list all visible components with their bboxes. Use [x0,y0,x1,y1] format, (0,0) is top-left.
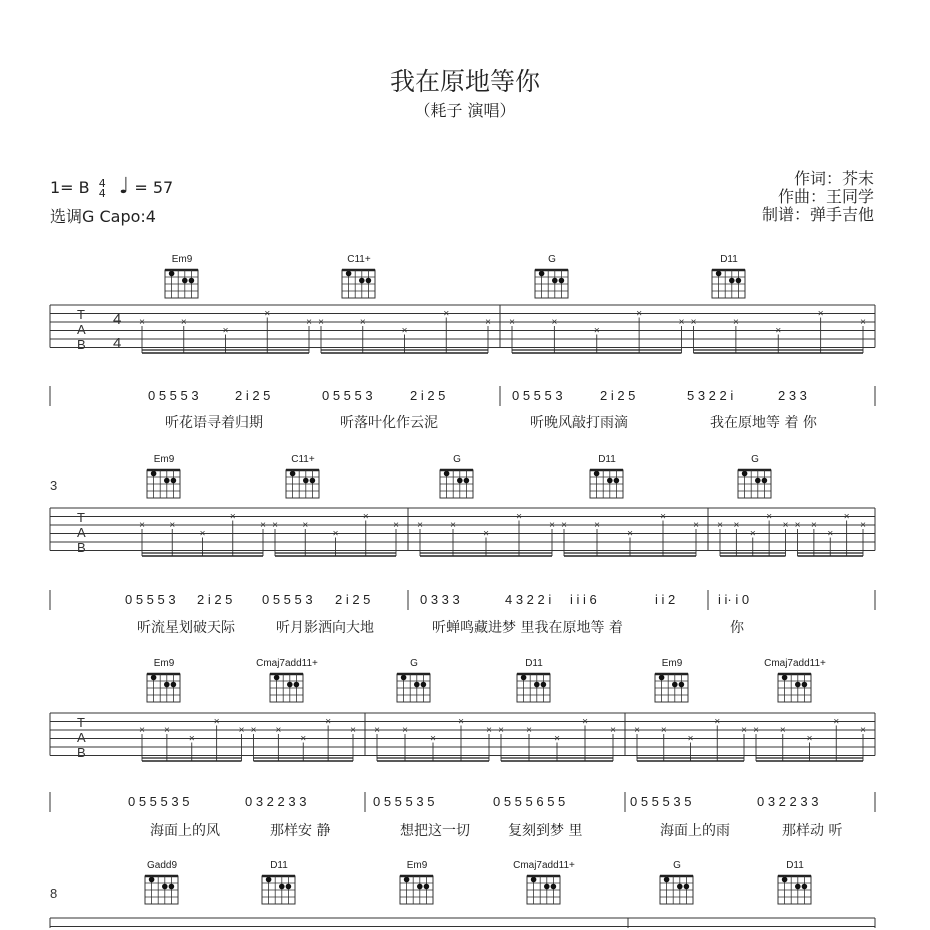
tab-note-mark: × [660,725,667,736]
tab-note-mark: × [417,520,423,531]
chord-name: G [410,658,418,669]
tab-note-mark: × [551,317,558,328]
lyric-line: 那样安 静 [270,823,331,839]
tab-time-signature: 4 [113,311,122,328]
chord-finger-dot [551,884,557,890]
lyric-line: 我在原地等 着 你 [710,415,817,431]
lyric-line: 听月影洒向大地 [276,620,374,636]
chord-finger-dot [684,884,690,890]
tab-note-mark: × [402,725,408,736]
chord-finger-dot [266,877,272,883]
chord-finger-dot [287,682,293,688]
tab-clef-letter: T [77,715,85,730]
jianpu-notation: 0 3 2 2 3 3 [245,794,307,809]
tab-clef-letter: B [77,337,86,352]
chord-finger-dot [539,271,545,277]
tab-note-mark: × [561,520,567,531]
tab-note-mark: × [222,325,229,337]
tab-note-mark: × [238,725,245,736]
chord-finger-dot [464,478,470,484]
chord-finger-dot [274,675,280,681]
tab-note-mark: × [526,725,532,736]
tab-note-mark: × [509,317,515,328]
tab-note-mark: × [272,520,278,531]
chord-finger-dot [310,478,316,484]
tab-note-mark: × [302,520,309,531]
chord-finger-dot [444,471,450,477]
tab-note-mark: × [498,725,504,736]
chord-finger-dot [802,682,808,688]
chord-finger-dot [303,478,309,484]
chord-finger-dot [729,278,735,284]
jianpu-notation: 2 i 2 5 [600,388,636,403]
composer-label: 作曲：王同学 [777,187,874,206]
jianpu-notation: i i i 6 [570,592,597,607]
tab-note-mark: × [610,725,616,736]
chord-finger-dot [417,884,423,890]
chord-finger-dot [782,675,788,681]
tab-note-mark: × [690,317,697,328]
tab-note-mark: × [229,511,236,523]
jianpu-notation: 2 i 2 5 [335,592,371,607]
tab-note-mark: × [188,733,195,745]
tab-note-mark: × [749,528,756,540]
chord-finger-dot [614,478,620,484]
tab-note-mark: × [779,725,786,736]
chord-finger-dot [795,884,801,890]
tab-clef-letter: B [77,745,86,760]
lyric-line: 复刻到梦 里 [508,823,583,839]
chord-finger-dot [421,682,427,688]
chord-name: G [751,454,759,465]
tab-note-mark: × [810,520,817,531]
chord-name: D11 [720,254,738,265]
time-numerator: 4 [98,176,106,190]
chord-finger-dot [544,884,550,890]
chord-finger-dot [457,478,463,484]
chord-name: Cmaj7add11+ [256,658,318,669]
chord-name: G [453,454,461,465]
chord-finger-dot [594,471,600,477]
chord-name: Cmaj7add11+ [513,860,575,871]
jianpu-notation: 4 3 2 2 i [505,592,552,607]
jianpu-notation: 2 i 2 5 [197,592,233,607]
chord-name: D11 [598,454,616,465]
tab-note-mark: × [393,520,399,531]
chord-name: G [548,254,556,265]
chord-name: Em9 [406,860,428,871]
tab-note-mark: × [827,528,834,540]
tab-note-mark: × [733,520,740,531]
tab-note-mark: × [806,733,813,745]
chord-finger-dot [677,884,683,890]
jianpu-notation: 0 5 5 5 3 [512,388,563,403]
lyric-line: 那样动 听 [782,823,843,839]
chord-finger-dot [171,682,177,688]
chord-finger-dot [607,478,613,484]
chord-finger-dot [149,877,155,883]
chord-finger-dot [182,278,188,284]
jianpu-notation: 0 5 5 5 3 5 [630,794,692,809]
jianpu-notation: 0 5 5 5 3 [262,592,313,607]
chord-finger-dot [755,478,761,484]
tab-note-mark: × [817,308,824,320]
tab-clef-letter: A [77,322,86,337]
chord-finger-dot [294,682,300,688]
chord-name: Em9 [153,454,175,465]
tab-note-mark: × [332,528,339,540]
jianpu-notation: 0 3 3 3 [420,592,460,607]
chord-finger-dot [802,884,808,890]
tab-clef-letter: T [77,510,85,525]
capo-label: 选调G Capo:4 [50,207,156,226]
chord-finger-dot [762,478,768,484]
chord-name: Em9 [171,254,193,265]
tab-note-mark: × [300,733,307,745]
chord-name: Cmaj7add11+ [764,658,826,669]
tab-note-mark: × [430,733,436,745]
chord-name: D11 [786,860,804,871]
chord-name: C11+ [291,454,315,465]
lyric-line: 听花语寻着归期 [165,415,263,431]
tab-note-mark: × [516,511,522,523]
tab-note-mark: × [180,317,187,328]
chord-finger-dot [151,471,157,477]
jianpu-notation: 0 5 5 5 3 5 [128,794,190,809]
jianpu-notation: 2 3 3 [778,388,807,403]
tab-note-mark: × [687,733,694,745]
tab-note-mark: × [401,325,408,337]
tab-note-mark: × [260,520,266,531]
chord-name: G [673,860,681,871]
tab-note-mark: × [594,520,600,531]
tab-note-mark: × [374,725,380,736]
chord-finger-dot [401,675,407,681]
jianpu-notation: 5 3 2 2 i [687,388,734,403]
tab-note-mark: × [634,725,640,736]
jianpu-notation: 0 5 5 5 3 [125,592,176,607]
chord-finger-dot [795,682,801,688]
measure-number: 8 [50,886,58,901]
tab-time-signature: 4 [113,335,122,352]
chord-finger-dot [414,682,420,688]
tab-note-mark: × [213,716,220,728]
lyric-line: 听晚风敲打雨滴 [530,415,628,431]
chord-finger-dot [151,675,157,681]
measure-number: 3 [50,478,58,493]
chord-finger-dot [346,271,352,277]
chord-finger-dot [716,271,722,277]
tab-note-mark: × [318,317,324,328]
tab-note-mark: × [753,725,759,736]
tab-note-mark: × [636,308,643,320]
tab-note-mark: × [264,308,271,320]
tab-note-mark: × [549,520,555,531]
chord-name: D11 [270,860,288,871]
chord-finger-dot [782,877,788,883]
chord-finger-dot [171,478,177,484]
tab-note-mark: × [794,520,801,531]
lyric-line: 想把这一切 [400,823,470,839]
jianpu-notation: 0 5 5 5 3 [322,388,373,403]
lyric-line: 听流星划破天际 [137,620,235,636]
tab-note-mark: × [717,520,723,531]
tab-note-mark: × [362,511,369,523]
chord-finger-dot [679,682,685,688]
chord-finger-dot [521,675,527,681]
key-label: 1= B [50,178,90,197]
tab-note-mark: × [275,725,282,736]
chord-name: Em9 [661,658,683,669]
chord-finger-dot [659,675,665,681]
tab-note-mark: × [782,520,789,531]
tab-note-mark: × [766,511,773,523]
jianpu-notation: 0 5 5 5 3 [148,388,199,403]
tab-note-mark: × [741,725,747,736]
tab-note-mark: × [554,733,560,745]
tab-note-mark: × [250,725,257,736]
tab-note-mark: × [306,317,312,328]
chord-finger-dot [541,682,547,688]
chord-finger-dot [359,278,365,284]
chord-finger-dot [534,682,540,688]
time-denominator: 4 [98,186,106,200]
tab-note-mark: × [486,725,492,736]
tab-note-mark: × [443,308,450,320]
tab-note-mark: × [860,317,866,328]
tab-note-mark: × [139,317,145,328]
lyric-line: 听蝉鸣藏进梦 里我在原地等 着 [432,620,623,636]
quarter-note-icon: ♩ [118,174,130,199]
tab-note-mark: × [678,317,685,328]
tab-note-mark: × [660,511,666,523]
jianpu-notation: 0 5 5 5 3 5 [373,794,435,809]
tab-note-mark: × [833,716,840,728]
tab-clef-letter: B [77,540,86,555]
lyric-line: 海面上的风 [150,823,220,839]
song-title: 我在原地等你 [389,67,540,96]
chord-finger-dot [169,271,175,277]
arranger-label: 制谱：弹手吉他 [761,205,874,224]
jianpu-notation: i i 2 [655,592,676,607]
tab-note-mark: × [139,520,145,531]
tab-note-mark: × [714,716,721,728]
chord-name: Gadd9 [146,860,178,871]
tab-note-mark: × [350,725,356,736]
jianpu-notation: 0 5 5 5 6 5 5 [493,794,566,809]
lyric-line: 你 [730,620,744,636]
tab-note-mark: × [693,520,699,531]
lyric-line: 听落叶化作云泥 [340,415,438,431]
tab-note-mark: × [139,725,145,736]
tab-note-mark: × [860,725,866,736]
tab-note-mark: × [593,325,600,337]
chord-finger-dot [552,278,558,284]
chord-finger-dot [366,278,372,284]
jianpu-notation: i i· i 0 [718,592,750,607]
song-subtitle: （耗子 演唱） [414,101,516,120]
tab-clef-letter: A [77,730,86,745]
chord-finger-dot [189,278,195,284]
chord-finger-dot [169,884,175,890]
chord-finger-dot [424,884,430,890]
tab-note-mark: × [860,520,866,531]
chord-finger-dot [672,682,678,688]
chord-finger-dot [164,682,170,688]
tab-clef-letter: T [77,307,85,322]
chord-name: C11+ [347,254,371,265]
tab-note-mark: × [169,520,176,531]
chord-finger-dot [286,884,292,890]
chord-finger-dot [290,471,296,477]
chord-finger-dot [559,278,565,284]
chord-finger-dot [664,877,670,883]
chord-finger-dot [736,278,742,284]
chord-finger-dot [531,877,537,883]
chord-finger-dot [404,877,410,883]
jianpu-notation: 2 i 2 5 [410,388,446,403]
tempo-label: = 57 [134,178,174,197]
tab-note-mark: × [325,716,332,728]
tab-note-mark: × [843,511,850,523]
chord-name: Em9 [153,658,175,669]
tab-clef-letter: A [77,525,86,540]
jianpu-notation: 2 i 2 5 [235,388,271,403]
jianpu-notation: 0 3 2 2 3 3 [757,794,819,809]
tab-note-mark: × [199,528,206,540]
tab-note-mark: × [627,528,633,540]
chord-finger-dot [162,884,168,890]
tab-note-mark: × [450,520,456,531]
tab-note-mark: × [485,317,491,328]
tab-note-mark: × [582,716,588,728]
chord-finger-dot [742,471,748,477]
tab-note-mark: × [163,725,170,736]
chord-finger-dot [279,884,285,890]
tab-note-mark: × [483,528,489,540]
tab-note-mark: × [732,317,739,328]
chord-finger-dot [164,478,170,484]
lyricist-label: 作词：芥末 [793,169,874,188]
tab-note-mark: × [775,325,782,337]
tab-note-mark: × [458,716,464,728]
tab-note-mark: × [359,317,366,328]
lyric-line: 海面上的雨 [660,823,730,839]
chord-name: D11 [525,658,543,669]
